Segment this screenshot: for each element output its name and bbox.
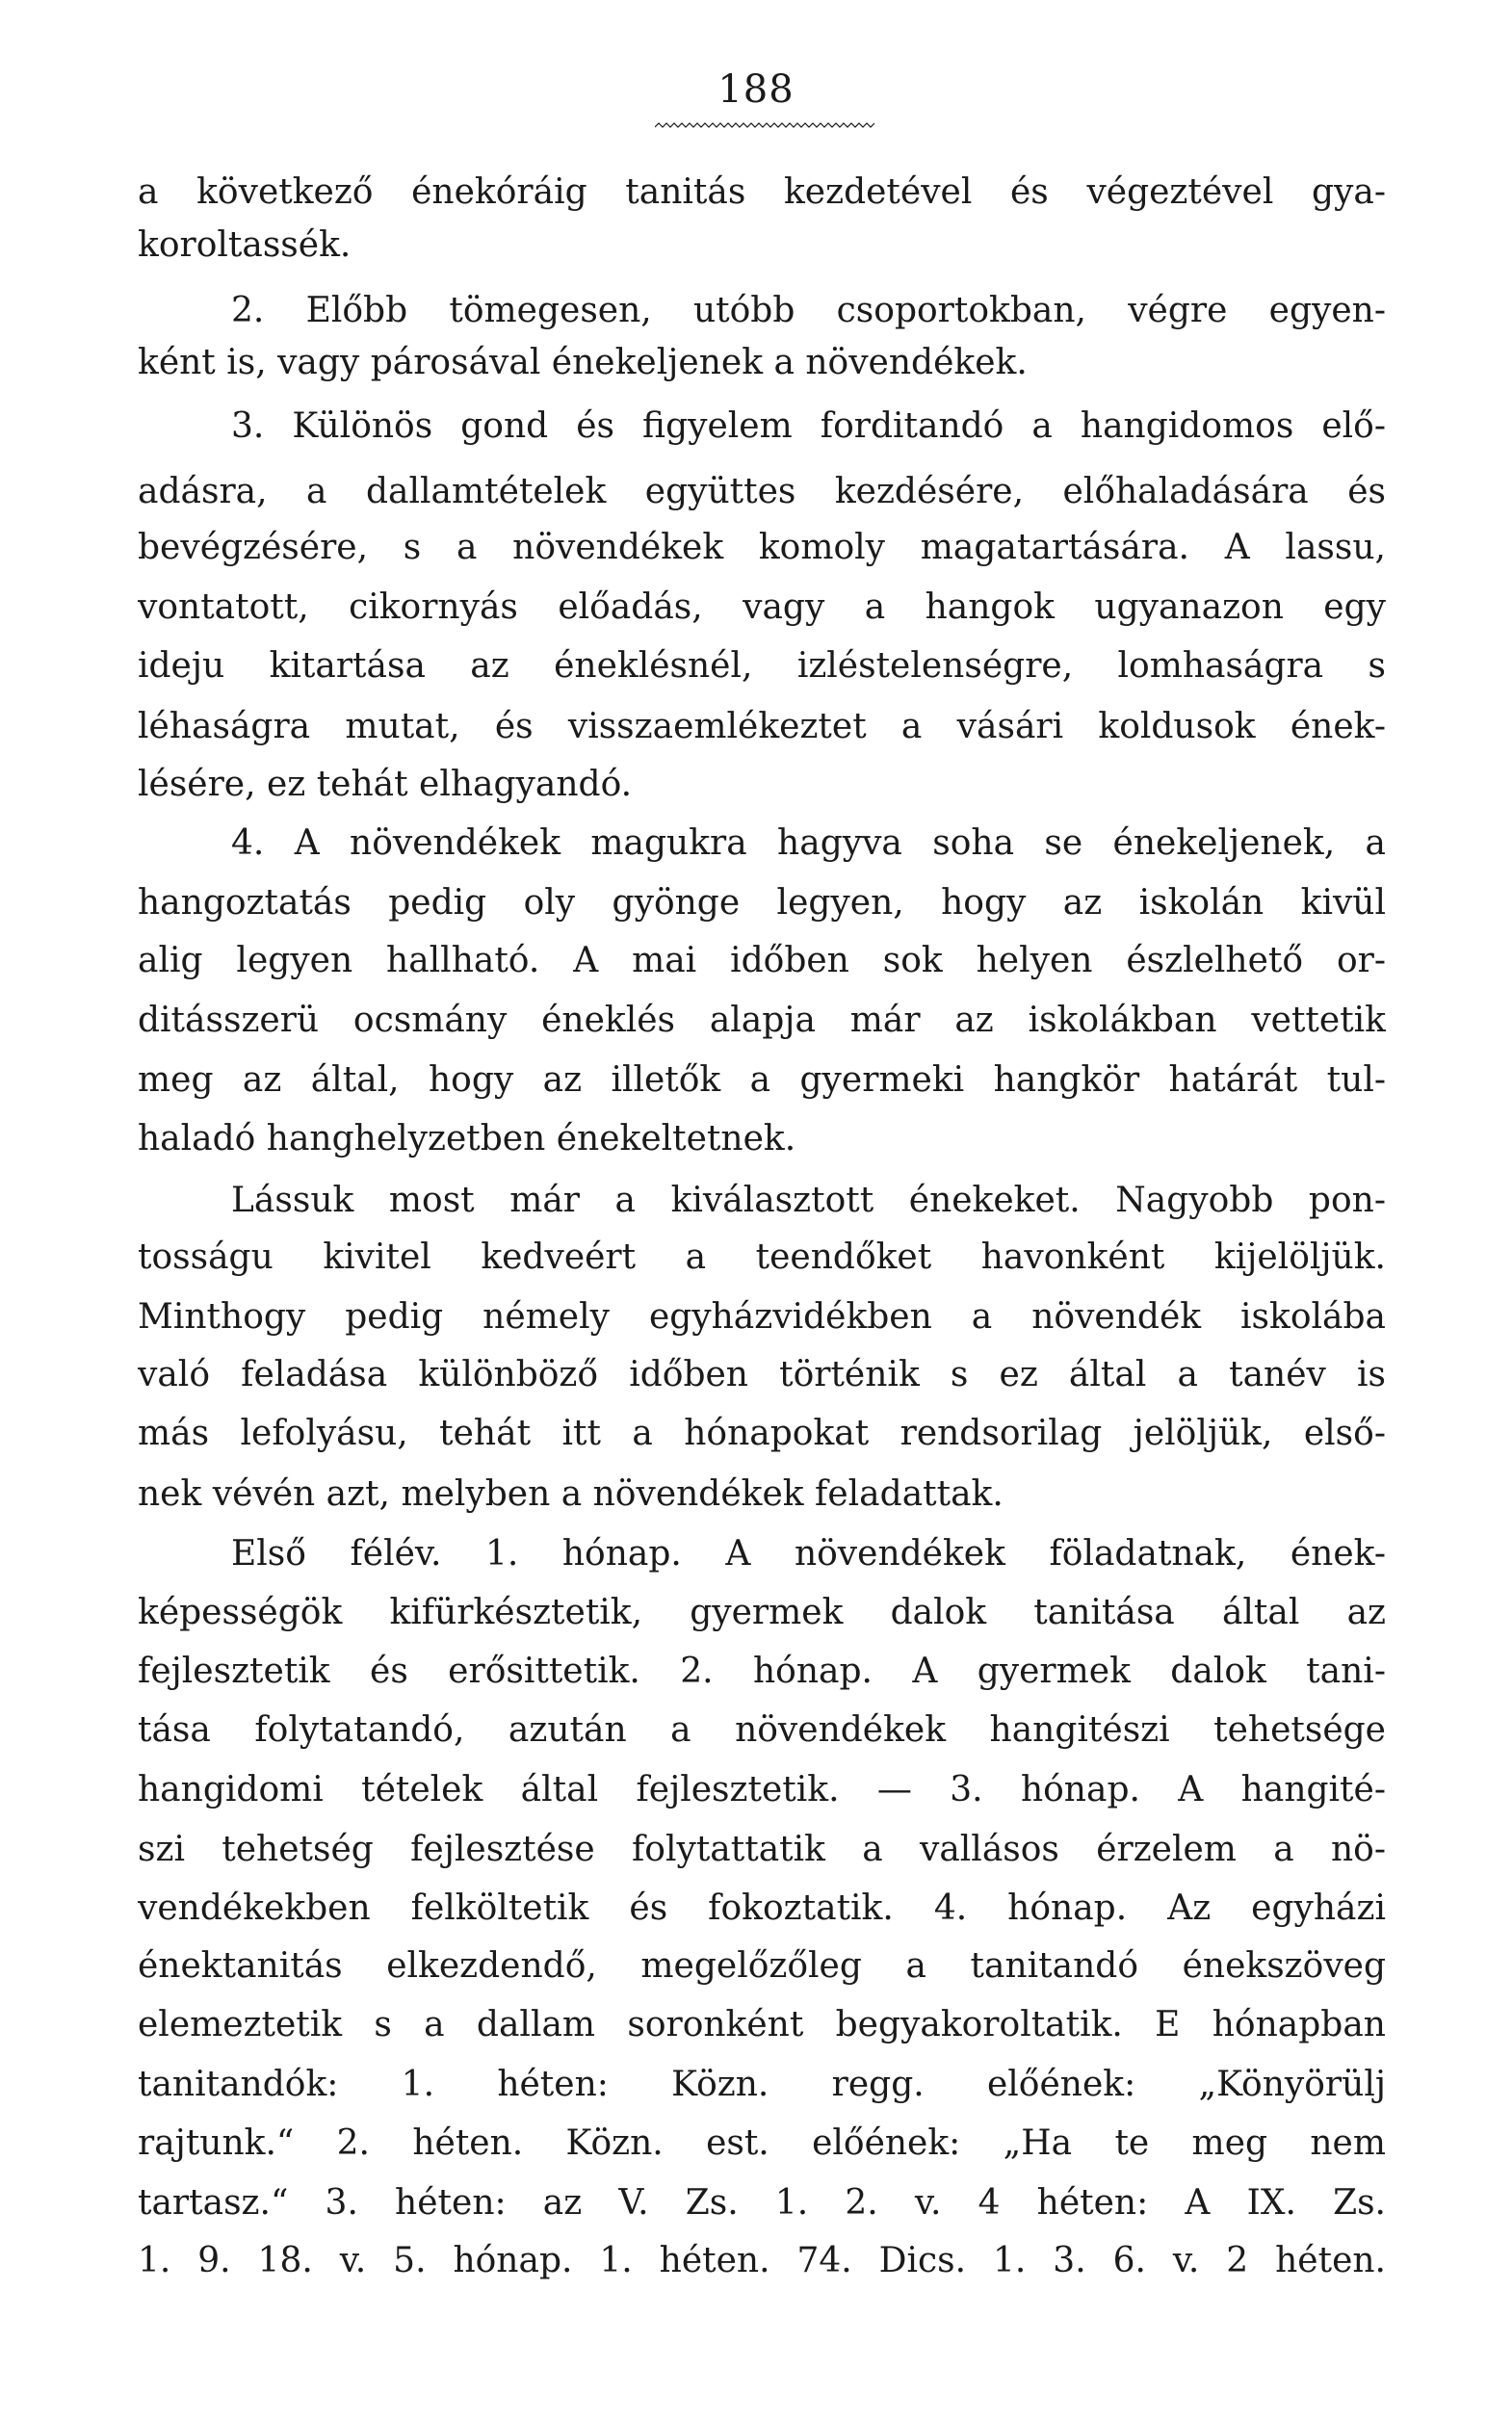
- text-line: más lefolyásu, tehát itt a hónapokat rendsorilag jelöljük, első-: [138, 1414, 1386, 1453]
- text-line: léhaságra mutat, és visszaemlékeztet a vásári koldusok ének-: [138, 707, 1386, 746]
- text-line: tartasz.“ 3. héten: az V. Zs. 1. 2. v. 4 héten: A IX. Zs.: [138, 2183, 1386, 2223]
- text-line: 1. 9. 18. v. 5. hónap. 1. héten. 74. Dics. 1. 3. 6. v. 2 héten.: [138, 2241, 1386, 2280]
- text-line: való feladása különböző időben történik s ez által a tanév is: [138, 1355, 1386, 1394]
- text-line: ideju kitartása az éneklésnél, izléstelenségre, lomhaságra s: [138, 646, 1386, 686]
- text-line: 2. Előbb tömegesen, utóbb csoportokban, végre egyen-: [231, 291, 1386, 330]
- text-line: vontatott, cikornyás előadás, vagy a hangok ugyanazon egy: [138, 587, 1386, 627]
- text-line: hangoztatás pedig oly gyönge legyen, hogy az iskolán kivül: [138, 883, 1386, 923]
- text-line: 4. A növendékek magukra hagyva soha se énekeljenek, a: [231, 823, 1386, 863]
- text-line: szi tehetség fejlesztése folytattatik a vallásos érzelem a nö-: [138, 1830, 1386, 1869]
- text-line: énektanitás elkezdendő, megelőzőleg a tanitandó énekszöveg: [138, 1946, 1386, 1986]
- text-line: nek vévén azt, melyben a növendékek feladattak.: [138, 1474, 1004, 1514]
- text-line: lésére, ez tehát elhagyandó.: [138, 765, 633, 804]
- text-line: 3. Különös gond és figyelem forditandó a hangidomos elő-: [231, 406, 1386, 446]
- text-line: tása folytatandó, azután a növendékek hangitészi tehetsége: [138, 1710, 1386, 1750]
- text-line: adásra, a dallamtételek együttes kezdésére, előhaladására és: [138, 472, 1386, 511]
- text-line: bevégzésére, s a növendékek komoly magatartására. A lassu,: [138, 528, 1386, 567]
- text-line: rajtunk.“ 2. héten. Közn. est. előének: „Ha te meg nem: [138, 2123, 1386, 2163]
- text-line: vendékekben felköltetik és fokoztatik. 4. hónap. Az egyházi: [138, 1888, 1386, 1928]
- text-line: Minthogy pedig némely egyházvidékben a növendék iskolába: [138, 1297, 1386, 1337]
- page-number-ornament: [655, 121, 876, 129]
- text-line: meg az által, hogy az illetők a gyermeki hangkör határát tul-: [138, 1060, 1386, 1100]
- text-line: alig legyen hallható. A mai időben sok helyen észlelhető or-: [138, 941, 1386, 980]
- text-line: képességök kifürkésztetik, gyermek dalok tanitása által az: [138, 1593, 1386, 1632]
- text-line: elemeztetik s a dallam soronként begyakoroltatik. E hónapban: [138, 2005, 1386, 2044]
- text-line: fejlesztetik és erősittetik. 2. hónap. A gyermek dalok tani-: [138, 1652, 1386, 1691]
- text-line: haladó hanghelyzetben énekeltetnek.: [138, 1119, 796, 1158]
- text-line: ditásszerü ocsmány éneklés alapja már az iskolákban vettetik: [138, 1001, 1386, 1040]
- text-line: Első félév. 1. hónap. A növendékek föladatnak, ének-: [231, 1534, 1386, 1574]
- text-line: tosságu kivitel kedveért a teendőket havonként kijelöljük.: [138, 1237, 1386, 1277]
- text-line: a következő énekóráig tanitás kezdetével és végeztével gya-: [138, 172, 1386, 212]
- text-line: Lássuk most már a kiválasztott énekeket. Nagyobb pon-: [231, 1181, 1386, 1220]
- text-line: koroltassék.: [138, 225, 352, 265]
- page-number: 188: [717, 67, 795, 112]
- text-line: tanitandók: 1. héten: Közn. regg. előének: „Könyörülj: [138, 2065, 1386, 2104]
- text-line: hangidomi tételek által fejlesztetik. — 3. hónap. A hangité-: [138, 1770, 1386, 1809]
- text-line: ként is, vagy párosával énekeljenek a növendékek.: [138, 343, 1028, 382]
